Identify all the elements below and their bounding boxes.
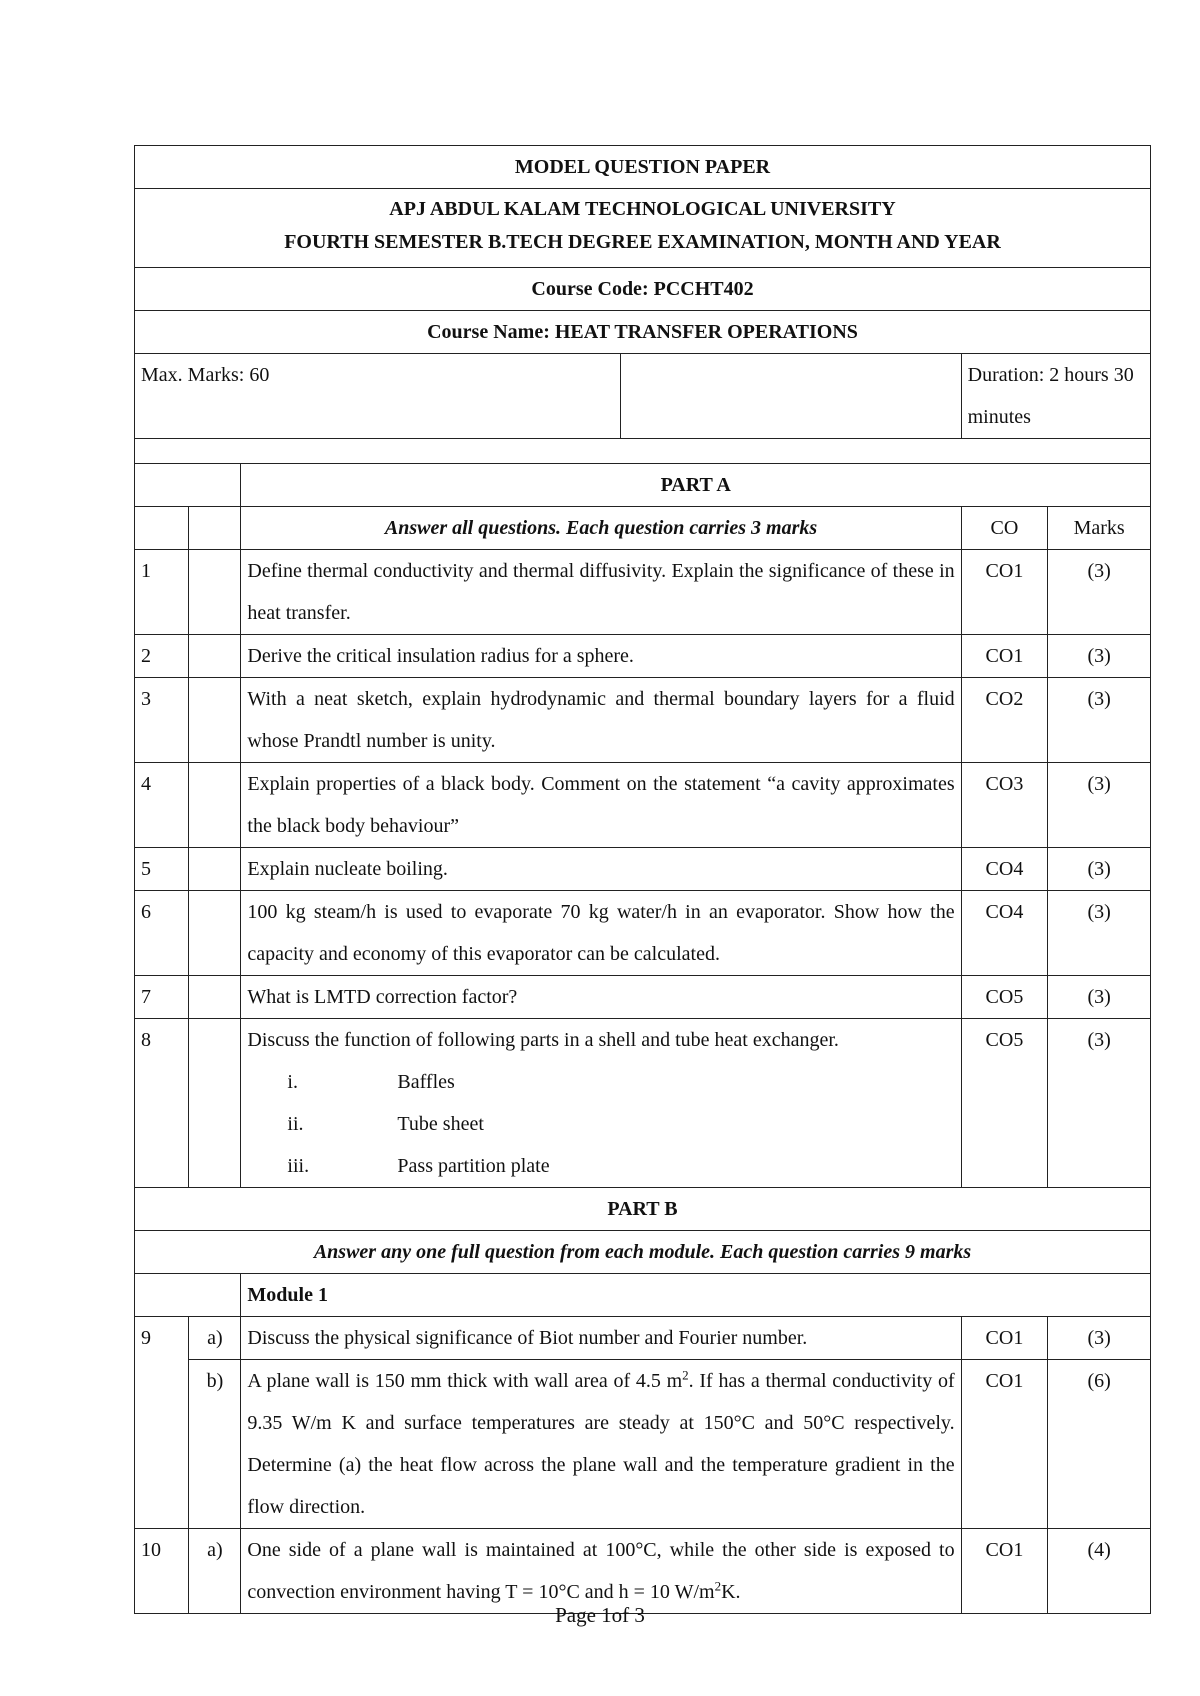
course-outcome: CO4 xyxy=(961,891,1048,976)
question-number: 7 xyxy=(135,976,189,1019)
question-text: Discuss the physical significance of Biot number and Fourier number. xyxy=(241,1317,961,1360)
roman-numeral: ii. xyxy=(287,1113,304,1135)
blank-cell xyxy=(189,891,241,976)
question-number: 1 xyxy=(135,550,189,635)
module-title: Module 1 xyxy=(241,1274,1151,1317)
question-marks: (3) xyxy=(1048,678,1151,763)
table-row xyxy=(135,635,1151,678)
question-text-body: 100 kg steam/h is used to evaporate 70 kg water/h in an evaporator. Show how the capacity and economy of this evaporator can be calculated. xyxy=(247,901,955,965)
question-text-body: Define thermal conductivity and thermal diffusivity. Explain the significance of these in heat transfer. xyxy=(247,560,955,624)
part-a-title: PART A xyxy=(241,464,1151,507)
list-item-text: Pass partition plate xyxy=(397,1155,550,1177)
course-outcome: CO4 xyxy=(961,848,1048,891)
list-item xyxy=(247,1061,954,1103)
blank-cell xyxy=(189,635,241,678)
question-text-body: Explain nucleate boiling. xyxy=(247,858,448,880)
table-row xyxy=(135,550,1151,635)
course-outcome: CO5 xyxy=(961,976,1048,1019)
question-text xyxy=(241,635,961,678)
roman-numeral: i. xyxy=(287,1071,298,1093)
course-outcome: CO3 xyxy=(961,763,1048,848)
list-item xyxy=(247,1145,954,1187)
max-marks: Max. Marks: 60 xyxy=(135,354,621,439)
paper-title: MODEL QUESTION PAPER xyxy=(135,146,1151,189)
duration: Duration: 2 hours 30 minutes xyxy=(961,354,1150,439)
superscript: 2 xyxy=(714,1578,722,1594)
blank-cell xyxy=(189,678,241,763)
course-outcome: CO1 xyxy=(961,635,1048,678)
question-text xyxy=(241,1360,961,1529)
text-fragment: One side of a plane wall is maintained at 100°C, while the other side is exposed to convection environment having T = 10°C and h = 10 W/m xyxy=(247,1539,955,1603)
blank-cell xyxy=(621,354,961,439)
page-number: Page 1of 3 xyxy=(555,1603,645,1627)
question-text xyxy=(241,976,961,1019)
sub-question-label: b) xyxy=(189,1360,241,1529)
table-row xyxy=(135,1019,1151,1188)
question-text-body: Discuss the function of following parts in a shell and tube heat exchanger. xyxy=(247,1029,839,1051)
question-text xyxy=(241,848,961,891)
question-text xyxy=(241,1019,961,1188)
roman-numeral: iii. xyxy=(287,1155,310,1177)
question-marks: (4) xyxy=(1048,1529,1151,1614)
course-outcome: CO1 xyxy=(961,1317,1048,1360)
course-code: Course Code: PCCHT402 xyxy=(135,268,1151,311)
exam-name: FOURTH SEMESTER B.TECH DEGREE EXAMINATION, MONTH AND YEAR xyxy=(284,231,1001,253)
text-fragment: A plane wall is 150 mm thick with wall area of 4.5 m xyxy=(247,1370,683,1392)
exam-header xyxy=(135,189,1151,268)
blank-cell xyxy=(135,1274,241,1317)
blank-cell xyxy=(135,464,241,507)
sub-question-label: a) xyxy=(189,1317,241,1360)
blank-cell xyxy=(189,550,241,635)
question-marks: (6) xyxy=(1048,1360,1151,1529)
question-marks: (3) xyxy=(1048,550,1151,635)
course-outcome: CO2 xyxy=(961,678,1048,763)
question-marks: (3) xyxy=(1048,891,1151,976)
question-text xyxy=(241,550,961,635)
table-row xyxy=(135,848,1151,891)
text-fragment: K. xyxy=(721,1581,741,1603)
superscript: 2 xyxy=(682,1367,689,1383)
course-outcome: CO1 xyxy=(961,1360,1048,1529)
co-header: CO xyxy=(961,507,1048,550)
question-marks: (3) xyxy=(1048,1019,1151,1188)
blank-cell xyxy=(189,507,241,550)
question-marks: (3) xyxy=(1048,1317,1151,1360)
question-marks: (3) xyxy=(1048,635,1151,678)
question-paper-table xyxy=(134,145,1151,1614)
list-item-text: Tube sheet xyxy=(397,1113,484,1135)
question-text xyxy=(241,763,961,848)
marks-header: Marks xyxy=(1048,507,1151,550)
question-text-body: What is LMTD correction factor? xyxy=(247,986,518,1008)
question-text xyxy=(241,1529,961,1614)
part-b-instruction: Answer any one full question from each module. Each question carries 9 marks xyxy=(135,1231,1151,1274)
list-item-text: Baffles xyxy=(397,1071,455,1093)
question-text-body: With a neat sketch, explain hydrodynamic and thermal boundary layers for a fluid whose Prandtl number is unity. xyxy=(247,688,955,752)
course-name: Course Name: HEAT TRANSFER OPERATIONS xyxy=(135,311,1151,354)
part-b-title: PART B xyxy=(135,1188,1151,1231)
question-number: 5 xyxy=(135,848,189,891)
list-item xyxy=(247,1103,954,1145)
sub-question-label: a) xyxy=(189,1529,241,1614)
question-text xyxy=(241,678,961,763)
question-number: 6 xyxy=(135,891,189,976)
table-row xyxy=(135,1529,1151,1614)
question-number: 8 xyxy=(135,1019,189,1188)
part-a-instruction: Answer all questions. Each question carries 3 marks xyxy=(241,507,961,550)
table-row xyxy=(135,891,1151,976)
blank-cell xyxy=(189,976,241,1019)
question-number: 3 xyxy=(135,678,189,763)
table-row xyxy=(135,976,1151,1019)
question-number: 10 xyxy=(135,1529,189,1614)
question-text-body: Explain properties of a black body. Comment on the statement “a cavity approximates the black body behaviour” xyxy=(247,773,955,837)
question-marks: (3) xyxy=(1048,848,1151,891)
question-number: 2 xyxy=(135,635,189,678)
blank-cell xyxy=(189,763,241,848)
table-row xyxy=(135,1317,1151,1360)
university-name: APJ ABDUL KALAM TECHNOLOGICAL UNIVERSITY xyxy=(389,198,896,220)
question-text xyxy=(241,891,961,976)
course-outcome: CO1 xyxy=(961,550,1048,635)
course-outcome: CO5 xyxy=(961,1019,1048,1188)
blank-cell xyxy=(189,848,241,891)
spacer-row xyxy=(135,439,1151,464)
blank-cell xyxy=(135,507,189,550)
table-row xyxy=(135,678,1151,763)
question-text-body: Derive the critical insulation radius for a sphere. xyxy=(247,645,634,667)
question-number: 9 xyxy=(135,1317,189,1529)
sub-item-list xyxy=(247,1061,954,1187)
blank-cell xyxy=(189,1019,241,1188)
table-row xyxy=(135,763,1151,848)
table-row xyxy=(135,1360,1151,1529)
question-number: 4 xyxy=(135,763,189,848)
part-a-questions xyxy=(135,550,1151,1188)
question-marks: (3) xyxy=(1048,976,1151,1019)
text-fragment: . If has a thermal conductivity of 9.35 W/m K and surface temperatures are steady at 150°C and 50°C respectively. Determine (a) the heat flow across the plane wall and the temperature gradient in the flow direction. xyxy=(247,1370,955,1518)
question-marks: (3) xyxy=(1048,763,1151,848)
course-outcome: CO1 xyxy=(961,1529,1048,1614)
